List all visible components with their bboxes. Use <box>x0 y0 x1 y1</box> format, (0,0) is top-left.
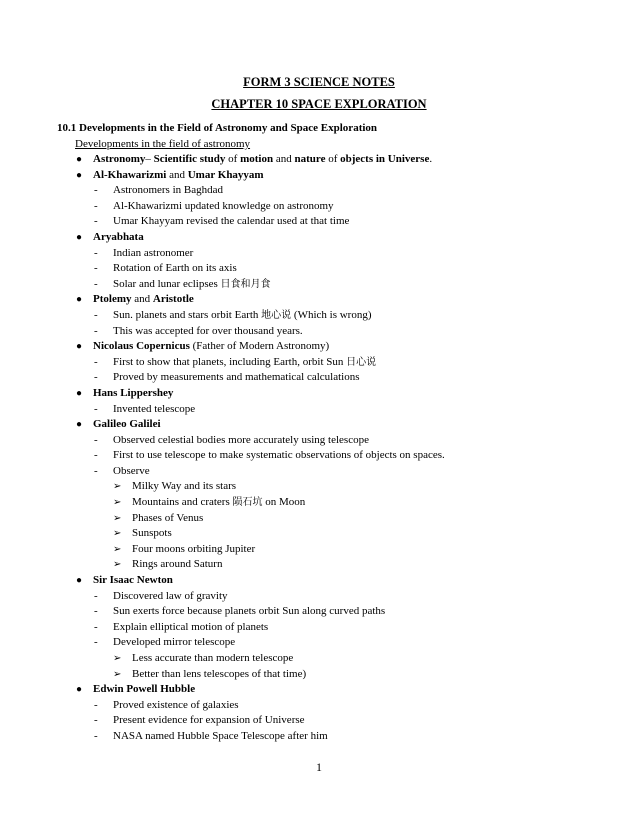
item-text <box>93 292 194 308</box>
dash-marker: - <box>94 729 98 742</box>
text-run: (Father of Modern Astronomy) <box>189 340 330 353</box>
dash-item <box>0 635 638 651</box>
arrow-item <box>0 651 638 667</box>
bold-text: Hans Lippershey <box>93 386 174 399</box>
item-text <box>113 214 349 230</box>
item-text <box>132 542 255 558</box>
dash-marker: - <box>94 246 98 259</box>
bullet-icon: ● <box>76 294 83 306</box>
item-text <box>113 713 305 729</box>
item-text <box>113 324 303 340</box>
dash-item <box>0 355 638 371</box>
text-run: First to show that planets, including Earth, orbit Sun <box>113 355 347 368</box>
item-text <box>132 479 236 495</box>
dash-item <box>0 370 638 386</box>
text-run: and <box>166 168 188 181</box>
item-text <box>132 651 293 667</box>
text-run: Mountains and craters <box>132 496 233 509</box>
text-run: This was accepted for over thousand years. <box>113 324 303 337</box>
bullet-icon: ● <box>76 341 83 353</box>
bullet-icon: ● <box>76 387 83 399</box>
text-run: Explain elliptical motion of planets <box>113 620 269 633</box>
dash-marker: - <box>94 199 98 212</box>
section-heading: 10.1 Developments in the Field of Astronomy and Space Exploration <box>57 122 378 134</box>
item-text <box>113 277 271 293</box>
text-run: NASA named Hubble Space Telescope after him <box>113 729 328 742</box>
text-run: Sun. planets and stars orbit Earth <box>113 308 262 321</box>
bullet-icon: ● <box>76 575 83 587</box>
text-run: Developed mirror telescope <box>113 636 236 649</box>
subsection-heading: Developments in the field of astronomy <box>75 138 251 150</box>
dash-marker: - <box>94 371 98 384</box>
item-text <box>93 417 161 433</box>
dash-item <box>0 324 638 340</box>
text-run: Proved existence of galaxies <box>113 698 239 711</box>
page-number: 1 <box>316 760 322 774</box>
item-text <box>93 339 329 355</box>
bold-text: Umar Khayyam <box>187 168 264 181</box>
item-text <box>93 168 264 184</box>
dash-marker: - <box>94 308 98 321</box>
text-run: Astronomers in Baghdad <box>113 184 223 197</box>
chinese-text: 日食和月食 <box>220 278 271 290</box>
text-run: Observe <box>113 464 150 477</box>
notes-list <box>0 152 638 745</box>
bold-text: Astronomy <box>93 153 146 165</box>
item-text <box>93 573 173 589</box>
item-text <box>113 308 372 324</box>
text-run: Milky Way and its stars <box>132 480 237 493</box>
item-text <box>113 261 237 277</box>
text-run: Observed celestial bodies more accurately using telescope <box>113 433 369 446</box>
text-run: Four moons orbiting Jupiter <box>132 542 256 555</box>
item-text <box>113 448 445 464</box>
item-text <box>113 635 235 651</box>
bullet-icon: ● <box>76 419 83 431</box>
chinese-text: 日心说 <box>346 356 377 368</box>
bold-text: Ptolemy <box>93 293 132 306</box>
text-run: Sunspots <box>132 527 172 540</box>
dash-item <box>0 589 638 605</box>
dash-item <box>0 713 638 729</box>
bold-text: Sir Isaac Newton <box>93 574 173 587</box>
dash-item <box>0 402 638 418</box>
dash-item <box>0 214 638 230</box>
bullet-item <box>0 230 638 246</box>
dash-marker: - <box>94 698 98 711</box>
dash-marker: - <box>94 262 98 275</box>
bullet-item <box>0 292 638 308</box>
arrow-bullet-icon: ➢ <box>113 481 122 493</box>
item-text <box>132 511 203 527</box>
bold-text: nature <box>294 153 326 165</box>
chinese-text: 地心说 <box>261 309 292 321</box>
bullet-icon: ● <box>76 169 83 181</box>
chapter-title: CHAPTER 10 SPACE EXPLORATION <box>211 97 427 111</box>
item-text <box>113 199 334 215</box>
text-run: First to use telescope to make systematic observations of objects on spaces. <box>113 449 445 462</box>
dash-marker: - <box>94 402 98 415</box>
item-text <box>113 698 239 714</box>
arrow-bullet-icon: ➢ <box>113 528 122 540</box>
item-text <box>132 526 172 542</box>
dash-marker: - <box>94 277 98 290</box>
arrow-bullet-icon: ➢ <box>113 559 122 571</box>
dash-item <box>0 199 638 215</box>
bold-text: Nicolaus Copernicus <box>93 340 190 353</box>
bold-text: Scientific study <box>153 153 226 165</box>
text-run: Invented telescope <box>113 402 196 415</box>
item-text <box>113 402 195 418</box>
dash-marker: - <box>94 433 98 446</box>
item-text <box>132 667 306 683</box>
bullet-item <box>0 417 638 433</box>
bullet-item <box>0 682 638 698</box>
bullet-item <box>0 573 638 589</box>
item-text <box>93 386 173 402</box>
dash-item <box>0 620 638 636</box>
text-run: Al-Khawarizmi updated knowledge on astronomy <box>113 199 334 212</box>
item-text <box>113 370 360 386</box>
bold-text: Aristotle <box>152 293 194 306</box>
item-text <box>113 464 150 480</box>
item-text <box>113 183 223 199</box>
chinese-text: 陨石坑 <box>232 497 263 509</box>
bullet-item <box>0 152 638 168</box>
arrow-bullet-icon: ➢ <box>113 653 122 664</box>
bold-text: Aryabhata <box>93 230 144 243</box>
document-title: FORM 3 SCIENCE NOTES <box>243 75 395 89</box>
dash-item <box>0 433 638 449</box>
text-run: of <box>325 153 341 165</box>
item-text <box>132 495 305 511</box>
text-run: and <box>273 153 295 165</box>
item-text <box>113 604 385 620</box>
dash-marker: - <box>94 464 98 477</box>
dash-item <box>0 183 638 199</box>
text-run: Phases of Venus <box>132 511 204 524</box>
dash-marker: - <box>94 620 98 633</box>
text-run: Present evidence for expansion of Universe <box>113 714 305 727</box>
dash-marker: - <box>94 714 98 727</box>
text-run: on Moon <box>262 496 306 509</box>
dash-marker: - <box>94 449 98 462</box>
dash-item <box>0 308 638 324</box>
dash-marker: - <box>94 355 98 368</box>
text-run: Umar Khayyam revised the calendar used at that time <box>113 215 350 228</box>
text-run: and <box>131 293 153 306</box>
arrow-item <box>0 557 638 573</box>
dash-marker: - <box>94 324 98 337</box>
item-text <box>113 729 328 745</box>
dash-item <box>0 277 638 293</box>
bold-text: motion <box>240 153 274 165</box>
bold-text: Edwin Powell Hubble <box>93 683 196 696</box>
bold-text: objects in Universe <box>340 153 430 165</box>
arrow-bullet-icon: ➢ <box>113 543 122 555</box>
bullet-icon: ● <box>76 231 83 243</box>
bullet-icon: ● <box>76 154 83 165</box>
dash-item <box>0 246 638 262</box>
text-run: Indian astronomer <box>113 246 194 259</box>
arrow-item <box>0 495 638 511</box>
item-text <box>113 433 369 449</box>
bold-text: Galileo Galilei <box>93 418 161 431</box>
item-text <box>132 557 222 573</box>
arrow-item <box>0 511 638 527</box>
text-run: . <box>429 153 433 165</box>
bullet-item <box>0 339 638 355</box>
dash-item <box>0 698 638 714</box>
dash-marker: - <box>94 589 98 602</box>
item-text <box>93 230 144 246</box>
dash-item <box>0 604 638 620</box>
dash-marker: - <box>94 605 98 618</box>
dash-item <box>0 448 638 464</box>
dash-item <box>0 464 638 480</box>
text-run: (Which is wrong) <box>291 308 372 321</box>
text-run: of <box>225 153 241 165</box>
text-run: Proved by measurements and mathematical calculations <box>113 371 360 384</box>
arrow-item <box>0 542 638 558</box>
dash-marker: - <box>94 636 98 649</box>
bold-text: Al-Khawarizmi <box>93 168 167 181</box>
text-run: Rotation of Earth on its axis <box>113 262 237 275</box>
bullet-item <box>0 168 638 184</box>
text-run: Solar and lunar eclipses <box>113 277 221 290</box>
bullet-icon: ● <box>76 684 83 696</box>
text-run: Discovered law of gravity <box>113 589 228 602</box>
item-text <box>93 682 195 698</box>
arrow-bullet-icon: ➢ <box>113 497 122 509</box>
item-text <box>113 589 228 605</box>
arrow-item <box>0 479 638 495</box>
dash-marker: - <box>94 215 98 228</box>
dash-item <box>0 261 638 277</box>
text-run: Less accurate than modern telescope <box>132 652 294 664</box>
item-text <box>113 620 268 636</box>
bullet-item <box>0 386 638 402</box>
dash-item <box>0 729 638 745</box>
item-text <box>113 246 193 262</box>
dash-marker: - <box>94 184 98 197</box>
text-run: Rings around Saturn <box>132 558 223 571</box>
arrow-item <box>0 667 638 683</box>
text-run: Sun exerts force because planets orbit Sun along curved paths <box>113 605 386 618</box>
item-text <box>93 152 432 168</box>
text-run: Better than lens telescopes of that time) <box>132 667 307 680</box>
arrow-item <box>0 526 638 542</box>
arrow-bullet-icon: ➢ <box>113 668 122 680</box>
arrow-bullet-icon: ➢ <box>113 512 122 524</box>
text-run: – <box>145 153 154 165</box>
item-text <box>113 355 376 371</box>
